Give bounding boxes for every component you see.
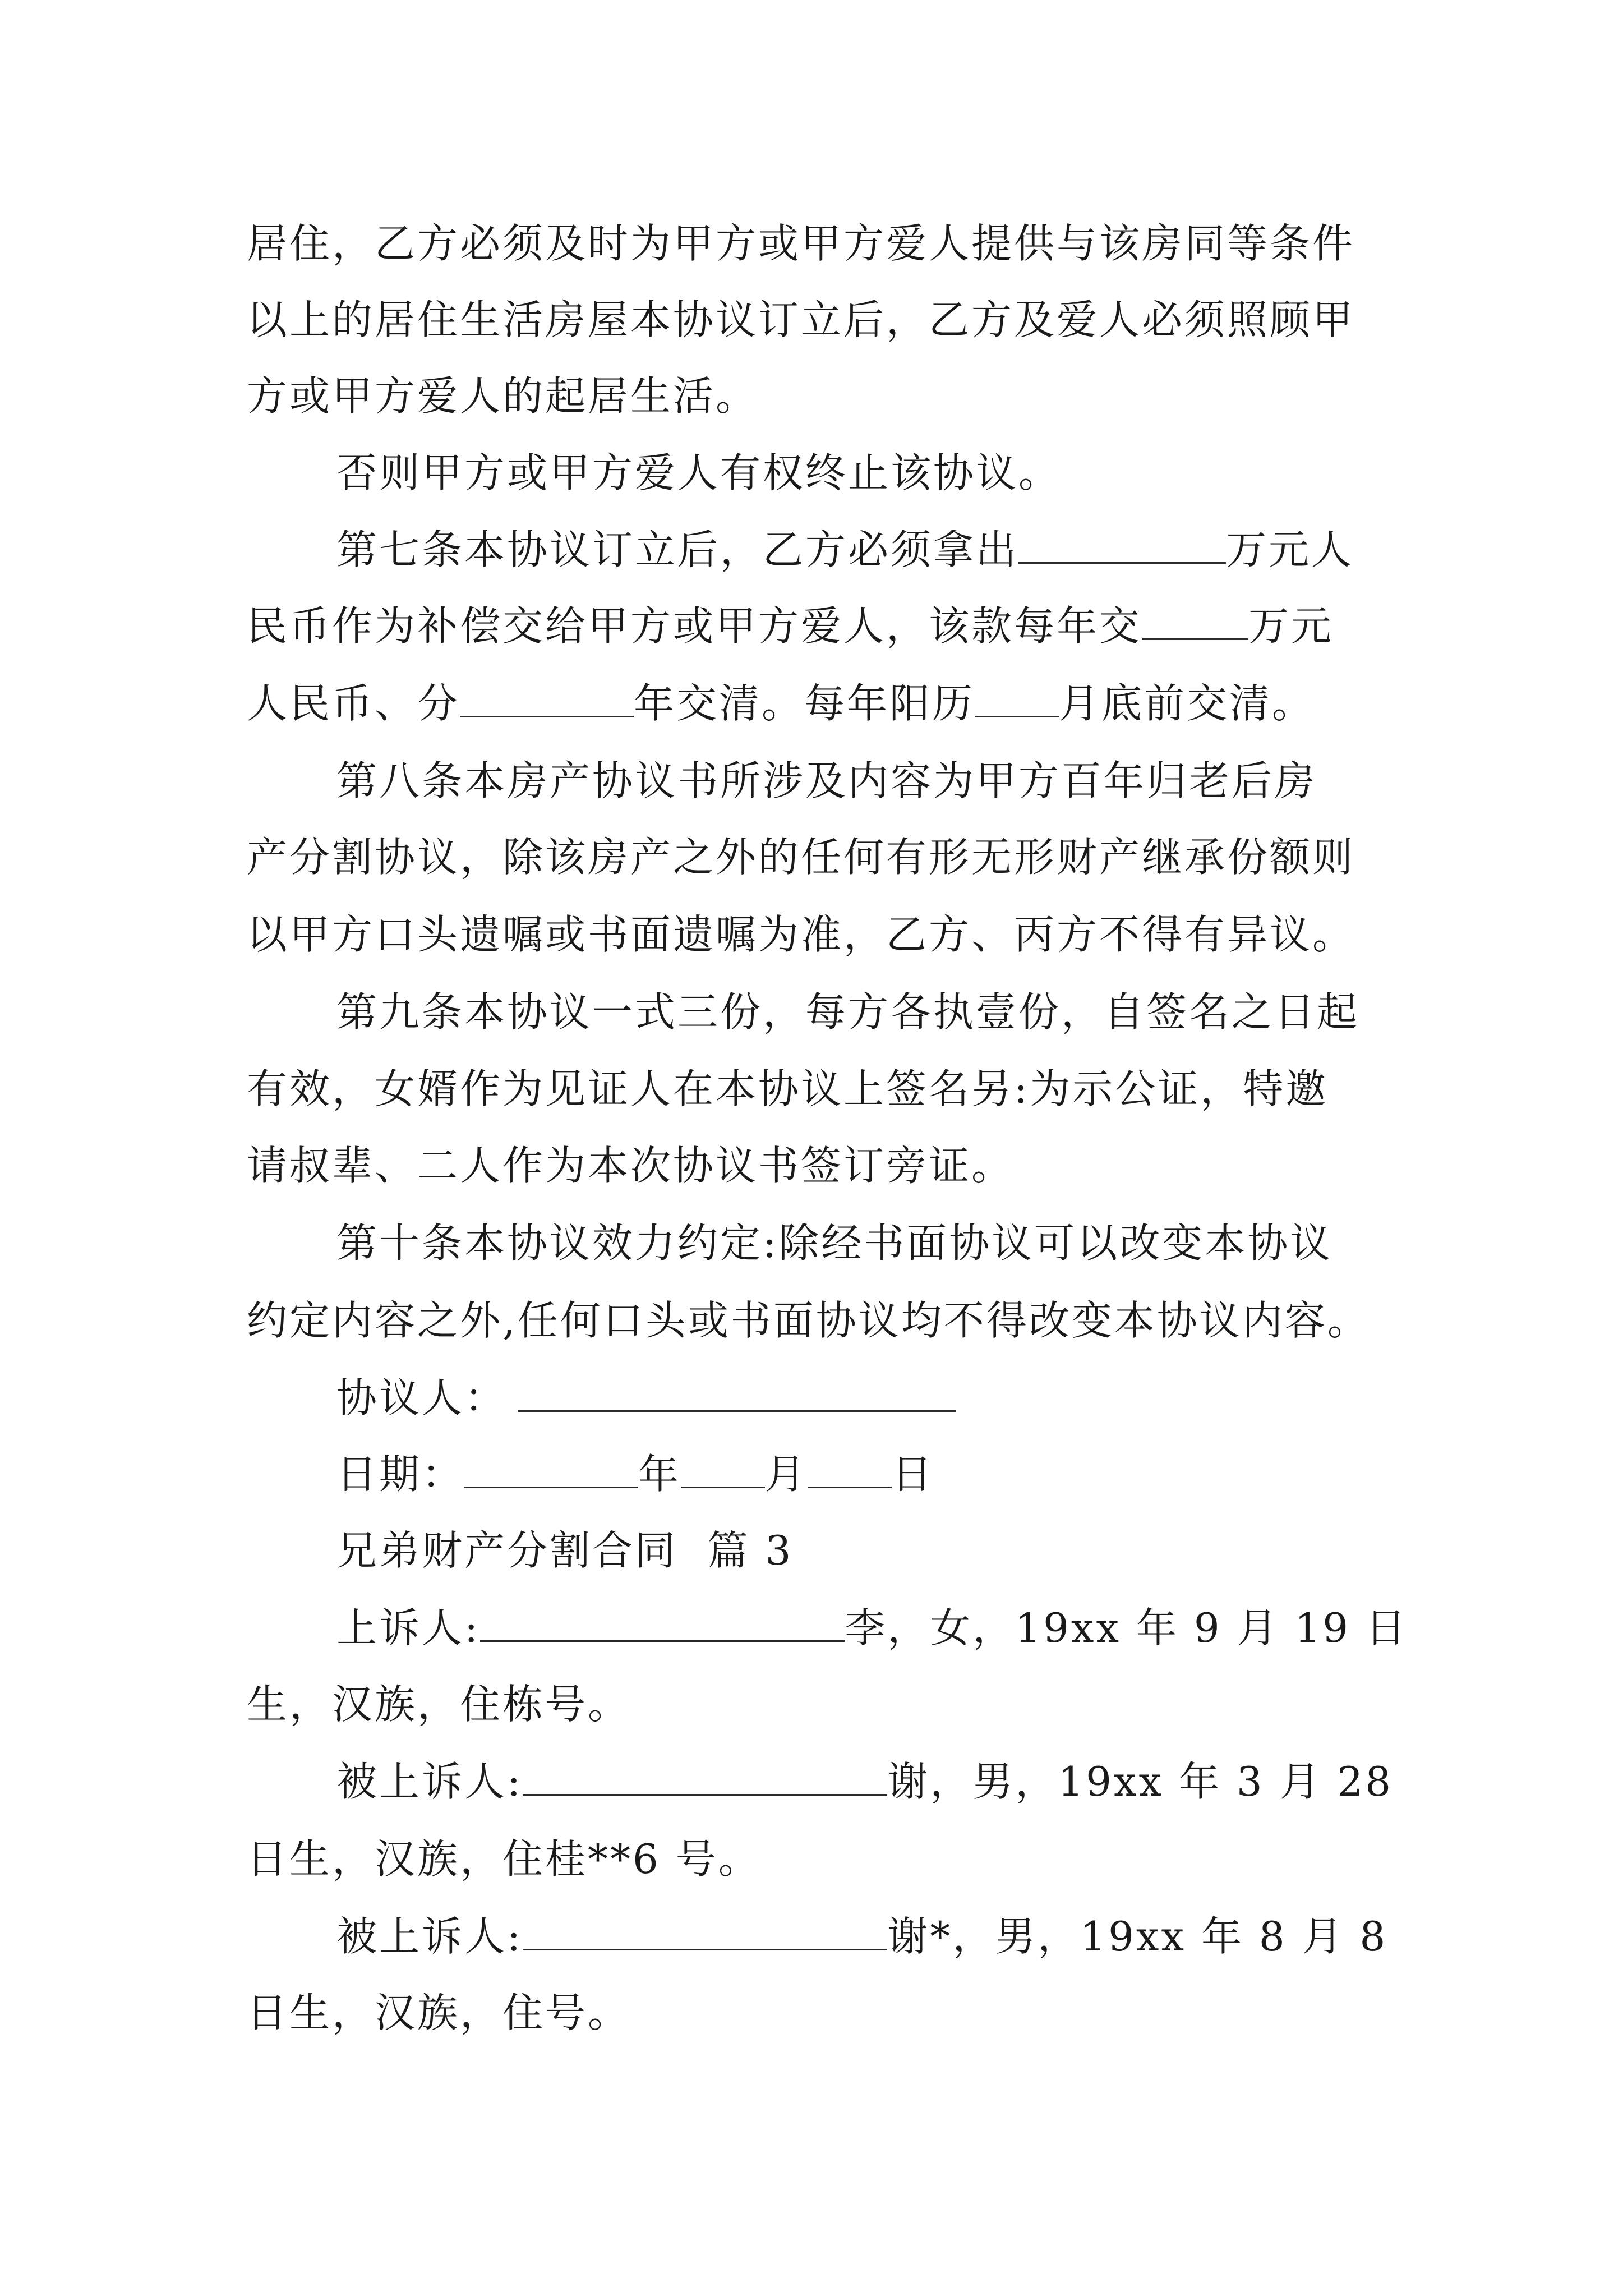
date-label: 日期： [336,1451,465,1498]
text-segment: 第七条本协议订立后，乙方必须拿出 [336,526,1019,573]
text-line [247,293,1355,347]
fill-in-blank[interactable] [1018,527,1226,564]
text-line [247,1139,1014,1193]
appellant-line [336,1601,1408,1655]
text-line [247,1062,1328,1116]
clause-10-line [336,1216,1332,1270]
text-segment: 李，女，19xx 年 9 月 19 日 [845,1604,1408,1651]
text-segment: 第八条本房产协议书所涉及内容为甲方百年归老后房 [336,757,1317,804]
signatory-blank[interactable] [518,1375,956,1412]
fill-in-blank[interactable] [523,1914,887,1950]
text-line [247,830,1355,884]
text-segment: 请叔辈、二人作为本次协议书签订旁证。 [247,1142,1015,1189]
text-line [247,217,1355,270]
text-segment: 月底前交清。 [1059,680,1315,727]
text-segment: 以上的居住生活房屋本协议订立后，乙方及爱人必须照顾甲 [247,296,1355,343]
appellee-line [336,1755,1393,1809]
text-segment: 万元 [1248,602,1334,650]
text-segment: 有效，女婿作为见证人在本协议上签名另:为示公证，特邀 [247,1065,1329,1112]
text-line [247,599,1334,653]
clause-9-line [336,985,1359,1039]
fill-in-blank[interactable] [480,1605,845,1642]
fill-in-blank[interactable] [975,681,1059,717]
date-line [336,1447,934,1501]
text-segment: 第十条本协议效力约定:除经书面协议可以改变本协议 [336,1220,1333,1267]
text-segment: 年 [638,1451,681,1498]
text-segment: 方或甲方爱人的起居生活。 [247,372,759,420]
appellee-line [336,1910,1387,1963]
text-segment: 人民币、分 [247,680,460,727]
fill-in-blank[interactable] [523,1759,887,1796]
section-heading-text: 兄弟财产分割合同 篇 3 [336,1527,794,1574]
month-blank[interactable] [681,1452,765,1488]
text-line [247,1986,630,2040]
text-segment: 上诉人: [336,1604,481,1651]
fill-in-blank[interactable] [1142,604,1248,640]
text-line [247,1294,1370,1347]
signatory-label: 协议人： [336,1374,508,1421]
clause-7-line [336,523,1354,577]
section-heading [336,1524,793,1577]
text-segment: 日生，汉族，住桂**6 号。 [247,1835,761,1883]
text-segment: 民币作为补偿交给甲方或甲方爱人，该款每年交 [247,602,1142,650]
text-segment: 以甲方口头遗嘱或书面遗嘱为准，乙方、丙方不得有异议。 [247,911,1355,958]
text-segment: 否则甲方或甲方爱人有权终止该协议。 [336,449,1062,496]
text-line [247,908,1355,961]
text-segment: 产分割协议，除该房产之外的任何有形无形财产继承份额则 [247,834,1355,881]
text-segment: 谢，男，19xx 年 3 月 28 [887,1758,1394,1805]
text-line [247,1677,630,1731]
text-segment: 日生，汉族，住号。 [247,1989,631,2036]
text-segment: 谢*，男，19xx 年 8 月 8 [887,1913,1388,1960]
text-segment: 生，汉族，住栋号。 [247,1681,631,1728]
text-segment: 万元人 [1226,526,1354,573]
text-line [247,677,1315,730]
text-line [336,446,1061,500]
text-segment: 日 [892,1451,935,1498]
fill-in-blank[interactable] [460,681,634,717]
year-blank[interactable] [464,1452,638,1488]
text-segment: 约定内容之外,任何口头或书面协议均不得改变本协议内容。 [247,1297,1370,1344]
text-segment: 年交清。每年阳历 [634,680,975,727]
text-segment: 被上诉人: [336,1913,523,1960]
clause-8-line [336,754,1317,808]
text-line [247,1832,761,1886]
signatory-line [336,1371,956,1425]
day-blank[interactable] [808,1452,892,1488]
text-segment: 第九条本协议一式三份，每方各执壹份，自签名之日起 [336,988,1360,1036]
text-segment: 居住，乙方必须及时为甲方或甲方爱人提供与该房同等条件 [247,220,1355,267]
text-line [247,369,758,423]
text-segment: 月 [765,1451,808,1498]
text-segment: 被上诉人: [336,1758,523,1805]
